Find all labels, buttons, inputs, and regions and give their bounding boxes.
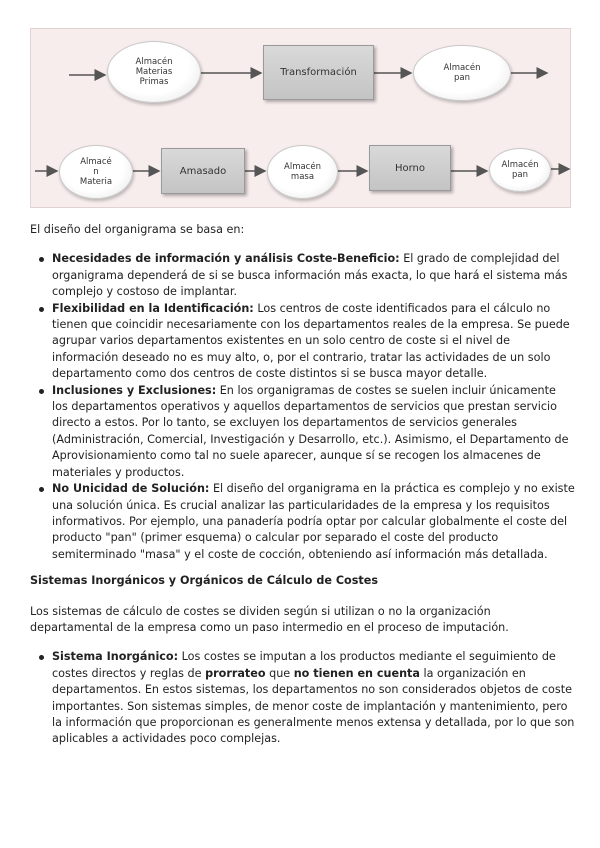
node-label: Almacén pan [443,63,481,83]
item-text: la organización en departamentos. En estos sistemas, los departamentos no son considerados objetos de coste importantes. Son sistemas simples, de menor coste de implantación y mantenimiento, pero la información que proporcionan es generalmente menos extensa y detallada, por lo que son aplicables a actividades poco complejas. [52,666,575,746]
item-text: El diseño del organigrama en la práctica es complejo y no existe una solución única. Es crucial analizar las particularidades de la empresa y los requisitos informativos. Por ejemplo, una panadería podría optar por calcular globalmente el coste del producto "pan" (primer esquema) o calcular por separado el coste del producto semiterminado "masa" y el coste de cocción, obteniendo así información más detallada. [52,482,575,561]
process-diagram [30,28,571,208]
item-text: Los costes se imputan a los productos mediante el seguimiento de costes directos y reglas de [52,650,556,680]
item-text: Los centros de coste identificados para el cálculo no tienen que coincidir necesariamente con los departamentos reales de la empresa. Se puede agrupar varios departamentos existentes en un solo centro de coste si el nivel de información deseado no es muy alto, o, por el contrario, tratar las actividades de un solo departamento como dos centros de coste distintos si se busca mayor detalle. [52,301,570,381]
node-label: Almacén pan [501,160,539,180]
item-title: Inclusiones y Exclusiones: [52,383,217,397]
item-text: En los organigramas de costes se suelen incluir únicamente los departamentos operativos y aquellos departamentos de servicios que prestan servicio directo a estos. Por lo tanto, se excluyen los departamentos de servicios generales (Administración, Comercial, Investigación y Desarrollo, etc.). Asimismo, el Departamento de Aprovisionamiento como tal no suele aparecer, aunque sí se recogen los almacenes de materiales y productos. [52,383,569,479]
node-label: Amasado [179,165,227,177]
node-almacen-pan [413,45,511,101]
node-almacen-pan-2 [489,148,551,192]
node-label: Almacén Materias Primas [135,57,173,87]
item-text: que [265,666,294,680]
node-transformacion [263,45,374,100]
section-heading: Sistemas Inorgánicos y Orgánicos de Cálculo de Costes [30,574,378,588]
item-title: Flexibilidad en la Identificación: [52,301,254,315]
document-body [30,222,575,748]
node-amasado [161,148,245,194]
intro-text: El diseño del organigrama se basa en: [30,223,245,236]
list-item [52,251,575,300]
node-label: Transformación [280,67,357,78]
list-item [52,383,575,481]
section-paragraph: Los sistemas de cálculo de costes se dividen según si utilizan o no la organización departamental de la empresa como un paso intermedio en el proceso de imputación. [30,604,509,634]
node-almacen-materia [59,145,133,199]
bold-term-no-tienen: no tienen en cuenta [293,666,420,680]
bold-term-prorrateo: prorrateo [205,666,266,680]
item-title: No Unicidad de Solución: [52,482,210,496]
node-almacen-masa [267,145,338,199]
systems-list [30,649,575,747]
item-text: El grado de complejidad del organigrama dependerá de si se busca información más exacta, lo que hará el sistema más complejo y costoso de implantar. [52,252,568,299]
item-title: Necesidades de información y análisis Coste-Beneficio: [52,252,400,266]
list-item [52,481,575,563]
node-almacen-materias-primas [107,41,201,103]
node-label: Almacén masa [284,162,321,182]
node-label: Almacé n Materia [79,157,113,187]
node-label: Horno [394,162,426,174]
list-item [52,301,575,383]
item-title: Sistema Inorgánico: [52,650,179,664]
node-horno [369,145,451,191]
design-criteria-list [30,251,575,563]
list-item [52,649,575,747]
